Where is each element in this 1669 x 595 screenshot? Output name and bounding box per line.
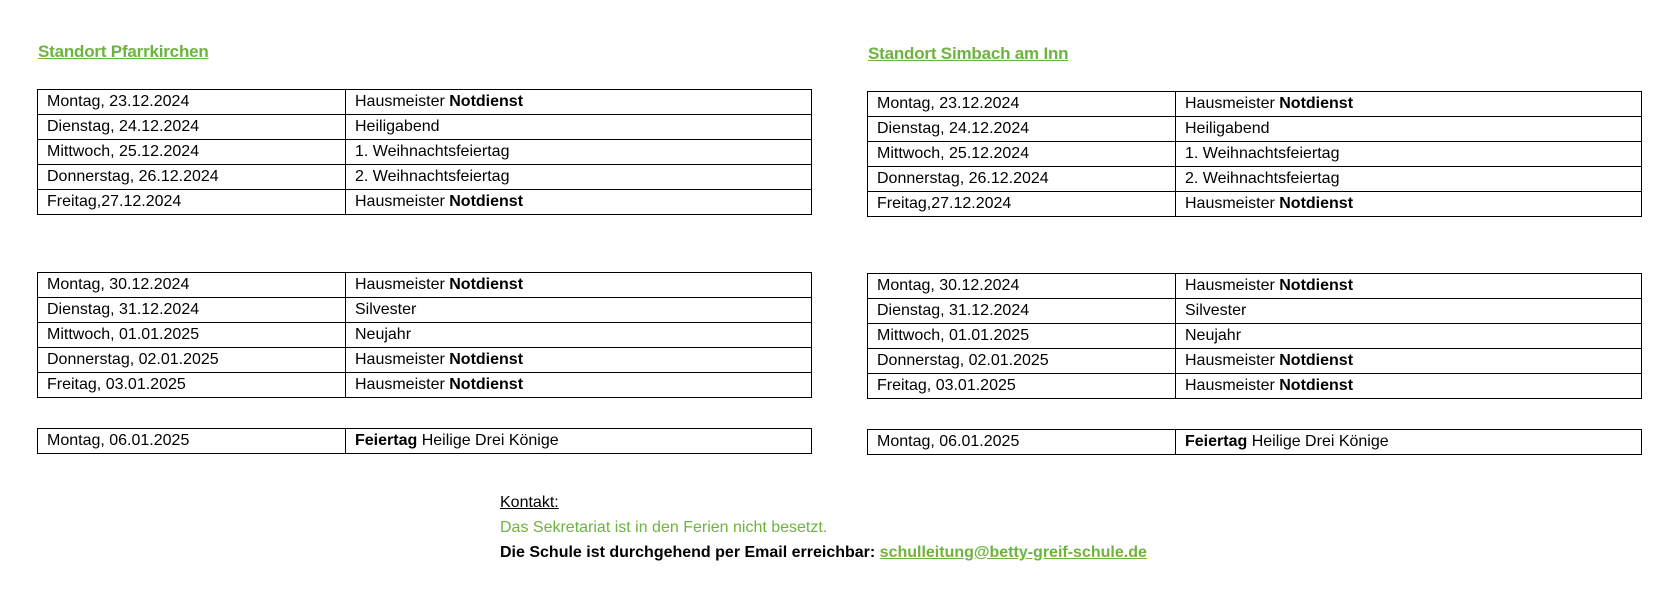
date-cell: Freitag,27.12.2024: [868, 192, 1176, 217]
contact-block: [500, 490, 1147, 565]
date-cell: Mittwoch, 01.01.2025: [868, 324, 1176, 349]
description-cell: [346, 323, 812, 348]
table-row: [868, 142, 1642, 167]
table-row: [38, 115, 812, 140]
description-text: 2. Weihnachtsfeiertag: [355, 168, 510, 185]
date-cell: Montag, 23.12.2024: [868, 92, 1176, 117]
description-text: Hausmeister: [355, 351, 450, 368]
description-cell: [1176, 299, 1642, 324]
date-cell: Donnerstag, 02.01.2025: [38, 348, 346, 373]
description-emphasis: Notdienst: [1279, 377, 1354, 394]
table-row: [38, 90, 812, 115]
description-text: 2. Weihnachtsfeiertag: [1185, 170, 1340, 187]
description-cell: [346, 115, 812, 140]
description-cell: [1176, 430, 1642, 455]
date-cell: Montag, 30.12.2024: [868, 274, 1176, 299]
date-cell: Mittwoch, 01.01.2025: [38, 323, 346, 348]
description-text: Hausmeister: [1185, 195, 1280, 212]
description-text: Silvester: [1185, 302, 1247, 319]
table-row: [38, 323, 812, 348]
email-link[interactable]: schulleitung@betty-greif-schule.de: [879, 544, 1147, 561]
date-cell: Mittwoch, 25.12.2024: [38, 140, 346, 165]
description-cell: [1176, 192, 1642, 217]
date-cell: Mittwoch, 25.12.2024: [868, 142, 1176, 167]
description-text: Hausmeister: [355, 376, 450, 393]
description-emphasis: Notdienst: [1279, 352, 1354, 369]
date-cell: Freitag, 03.01.2025: [868, 374, 1176, 399]
description-emphasis: Notdienst: [449, 93, 524, 110]
table-row: [868, 117, 1642, 142]
date-cell: Dienstag, 24.12.2024: [38, 115, 346, 140]
description-cell: [346, 90, 812, 115]
description-text: Hausmeister: [355, 276, 450, 293]
schedule-table: [867, 91, 1642, 217]
description-cell: [346, 429, 812, 454]
description-text: 1. Weihnachtsfeiertag: [1185, 145, 1340, 162]
description-text: Hausmeister: [355, 93, 450, 110]
description-cell: [346, 140, 812, 165]
description-cell: [346, 165, 812, 190]
email-line: [500, 540, 1147, 565]
description-cell: [1176, 324, 1642, 349]
schedule-table: [37, 428, 812, 454]
description-text: Hausmeister: [1185, 277, 1280, 294]
table-row: [868, 274, 1642, 299]
description-suffix: Heilige Drei Könige: [417, 432, 559, 449]
date-cell: Donnerstag, 26.12.2024: [868, 167, 1176, 192]
schedule-table: [37, 89, 812, 215]
description-text: Silvester: [355, 301, 417, 318]
description-emphasis: Notdienst: [449, 193, 524, 210]
description-text: Heiligabend: [1185, 120, 1270, 137]
location-title-pfarrkirchen: Standort Pfarrkirchen: [38, 42, 209, 61]
description-emphasis: Notdienst: [1279, 195, 1354, 212]
description-emphasis: Feiertag: [355, 432, 418, 449]
table-row: [38, 348, 812, 373]
table-row: [38, 140, 812, 165]
contact-heading: Kontakt:: [500, 494, 559, 511]
description-cell: [1176, 274, 1642, 299]
office-closed-note: Das Sekretariat ist in den Ferien nicht besetzt.: [500, 519, 828, 536]
description-emphasis: Notdienst: [449, 276, 524, 293]
date-cell: Montag, 06.01.2025: [868, 430, 1176, 455]
table-row: [38, 373, 812, 398]
description-text: Hausmeister: [1185, 352, 1280, 369]
email-prefix: Die Schule ist durchgehend per Email erreichbar:: [500, 544, 880, 561]
table-row: [868, 167, 1642, 192]
description-text: Hausmeister: [1185, 377, 1280, 394]
date-cell: Donnerstag, 26.12.2024: [38, 165, 346, 190]
date-cell: Dienstag, 31.12.2024: [868, 299, 1176, 324]
table-row: [868, 192, 1642, 217]
date-cell: Montag, 06.01.2025: [38, 429, 346, 454]
table-row: [868, 324, 1642, 349]
description-cell: [1176, 349, 1642, 374]
date-cell: Dienstag, 31.12.2024: [38, 298, 346, 323]
table-row: [868, 374, 1642, 399]
table-row: [868, 430, 1642, 455]
description-emphasis: Notdienst: [449, 351, 524, 368]
table-row: [38, 429, 812, 454]
description-cell: [1176, 117, 1642, 142]
description-text: Heiligabend: [355, 118, 440, 135]
table-row: [38, 190, 812, 215]
table-row: [868, 299, 1642, 324]
description-cell: [346, 373, 812, 398]
description-emphasis: Notdienst: [449, 376, 524, 393]
description-cell: [1176, 92, 1642, 117]
description-text: 1. Weihnachtsfeiertag: [355, 143, 510, 160]
schedule-table: [867, 429, 1642, 455]
date-cell: Donnerstag, 02.01.2025: [868, 349, 1176, 374]
description-cell: [346, 348, 812, 373]
description-emphasis: Notdienst: [1279, 277, 1354, 294]
date-cell: Montag, 23.12.2024: [38, 90, 346, 115]
date-cell: Montag, 30.12.2024: [38, 273, 346, 298]
description-cell: [346, 273, 812, 298]
table-row: [868, 92, 1642, 117]
date-cell: Dienstag, 24.12.2024: [868, 117, 1176, 142]
description-suffix: Heilige Drei Könige: [1247, 433, 1389, 450]
schedule-table: [37, 272, 812, 398]
date-cell: Freitag, 03.01.2025: [38, 373, 346, 398]
description-text: Hausmeister: [1185, 95, 1280, 112]
description-cell: [1176, 142, 1642, 167]
description-cell: [1176, 374, 1642, 399]
table-row: [38, 273, 812, 298]
location-title-simbach: Standort Simbach am Inn: [868, 44, 1069, 63]
description-emphasis: Feiertag: [1185, 433, 1248, 450]
description-text: Neujahr: [355, 326, 412, 343]
description-cell: [346, 190, 812, 215]
table-row: [38, 298, 812, 323]
description-text: Hausmeister: [355, 193, 450, 210]
schedule-table: [867, 273, 1642, 399]
description-text: Neujahr: [1185, 327, 1242, 344]
description-cell: [346, 298, 812, 323]
date-cell: Freitag,27.12.2024: [38, 190, 346, 215]
description-emphasis: Notdienst: [1279, 95, 1354, 112]
table-row: [38, 165, 812, 190]
table-row: [868, 349, 1642, 374]
description-cell: [1176, 167, 1642, 192]
